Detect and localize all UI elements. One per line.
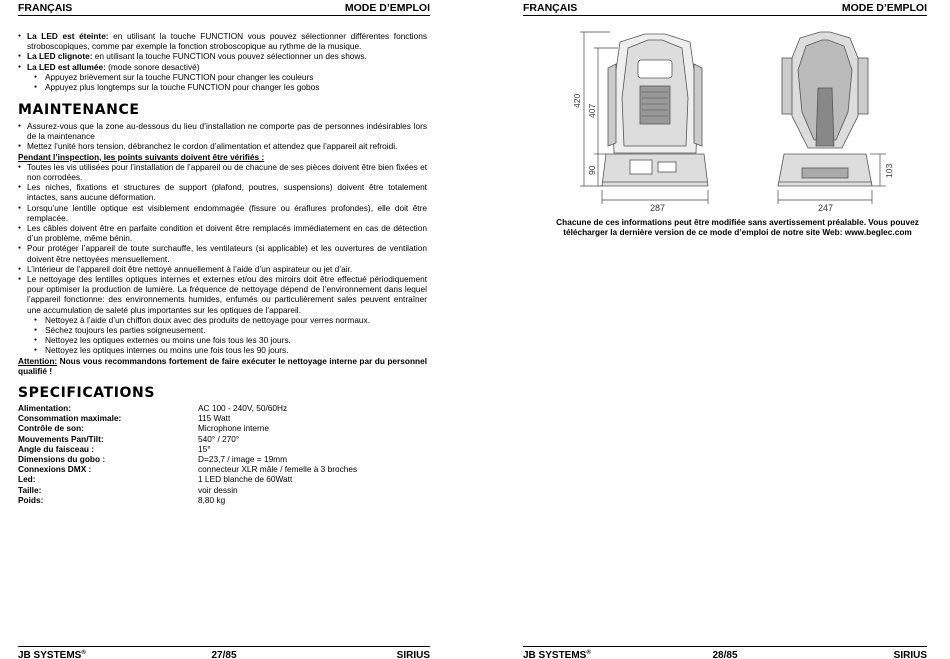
- header-rule: [18, 15, 430, 16]
- spec-row: Led: 1 LED blanche de 60Watt: [18, 474, 293, 485]
- sub-list-item: ● Nettoyez à l’aide d’un chiffon doux avec des produits de nettoyage pour verres normaux.: [18, 315, 427, 325]
- disclaimer-note: Chacune de ces informations peut être modifiée sans avertissement préalable. Vous pouvez télécharger la dernière version de ce mode d’emploi de notre site Web: www.beglec.com: [556, 217, 919, 238]
- spec-row: Alimentation: AC 100 - 240V, 50/60Hz: [18, 403, 288, 413]
- spec-row: Angle du faisceau : 15°: [18, 443, 211, 454]
- spec-row: Dimensions du gobo : D=23,7 / image = 19mm: [18, 453, 288, 464]
- list-item: ● La LED est éteinte: en utilisant la touche FUNCTION vous pouvez sélectionner différentes fonctions stroboscopiques, comme par exemple la fonction stroboscopique au rythme de la musique.: [18, 31, 427, 51]
- list-item: ● Le nettoyage des lentilles optiques internes et externes et/ou des miroirs doit être effectué périodiquement pour optimiser la production de lumière. La fréquence de nettoyage dépend de l’environnement dans lequel l’appareil fonctionne: des environnements humides, enfumés ou particulièrement sales peuvent entraîner une accumulation de saleté plus importantes sur les optiques de l’appareil.: [18, 274, 427, 315]
- spec-row: Connexions DMX : connecteur XLR mâle / femelle à 3 broches: [18, 464, 358, 475]
- list-item: ● La LED est allumée: (mode sonore desactivé): [18, 62, 427, 72]
- page-footer: [523, 650, 927, 659]
- header-rule: [523, 15, 927, 16]
- led-status-list: [18, 31, 427, 92]
- spec-row: Mouvements Pan/Tilt: 540° / 270°: [18, 433, 240, 444]
- footer-brand: JB SYSTEMS®: [18, 650, 86, 659]
- dim-base-height-side: 103: [884, 163, 894, 178]
- list-item: ● Assurez-vous que la zone au-dessous du lieu d’installation ne comporte pas de personnes indésirables lors de la maintenance: [18, 121, 427, 141]
- spec-row: Poids: 8,80 kg: [18, 494, 226, 505]
- header-language: FRANÇAIS: [523, 2, 578, 14]
- attention-note: Attention: Nous vous recommandons fortement de faire exécuter le nettoyage interne par du personnel qualifié !: [18, 355, 427, 376]
- sub-list-item: ● Appuyez brièvement sur la touche FUNCTION pour changer les couleurs: [18, 72, 427, 82]
- dim-width-side: 247: [818, 203, 834, 213]
- footer-page-number: 28/85: [712, 650, 738, 659]
- footer-page-number: 27/85: [211, 650, 237, 659]
- front-view-drawing: [602, 34, 708, 186]
- footer-model: SIRIUS: [396, 650, 430, 659]
- list-item: ● Pour protéger l’appareil de toute surchauffe, les ventilateurs (si applicable) et les ouvertures de ventilation doivent être nettoyées mensuellement.: [18, 243, 427, 263]
- maintenance-heading: MAINTENANCE: [18, 102, 140, 118]
- header-title: MODE D’EMPLOI: [841, 2, 927, 14]
- inspection-heading: Pendant l’inspection, les points suivants doivent être vérifiés :: [18, 151, 265, 162]
- sub-list-item: ● Nettoyez les optiques internes ou moins une fois tous les 90 jours.: [18, 345, 427, 355]
- dimension-drawing: [570, 28, 940, 213]
- spec-row: Taille: voir dessin: [18, 484, 238, 495]
- header-title: MODE D’EMPLOI: [344, 2, 430, 14]
- page-footer: [18, 650, 430, 659]
- list-item: ● Lorsqu’une lentille optique est visiblement endommagée (fissure ou éraflures profondes), elle doit être remplacée.: [18, 203, 427, 223]
- footer-model: SIRIUS: [893, 650, 927, 659]
- specifications-heading: SPECIFICATIONS: [18, 385, 156, 401]
- maintenance-section: [18, 121, 427, 376]
- sub-list-item: ● Appuyez plus longtemps sur la touche FUNCTION pour changer les gobos: [18, 82, 427, 92]
- page-header: [18, 2, 430, 14]
- dim-width-front: 287: [650, 203, 666, 213]
- sub-list-item: ● Nettoyez les optiques externes ou moins une fois tous les 30 jours.: [18, 335, 427, 345]
- sub-list-item: ● Séchez toujours les parties soigneusement.: [18, 325, 427, 335]
- list-item: ● La LED clignote: en utilisant la touche FUNCTION vous pouvez sélectionner un des shows.: [18, 51, 427, 61]
- dim-total-height: 420: [572, 93, 582, 108]
- footer-rule: [523, 646, 927, 647]
- list-item: ● Les niches, fixations et structures de support (plafond, poutres, suspensions) doivent être totalement intactes, sans aucune déformation.: [18, 182, 427, 202]
- side-view-drawing: [778, 32, 872, 186]
- list-item: ● L’intérieur de l’appareil doit être nettoyé annuellement à l’aide d’un aspirateur ou jet d’air.: [18, 264, 427, 274]
- specifications-table: [18, 403, 427, 505]
- spec-row: Consommation maximale: 115 Watt: [18, 413, 231, 424]
- footer-rule: [18, 646, 430, 647]
- list-item: ● Toutes les vis utilisées pour l’installation de l’appareil ou de chacune de ses pièces doivent être bien fixées et non corrodées.: [18, 162, 427, 182]
- dim-base-height-front: 90: [587, 165, 597, 175]
- page-header: [523, 2, 927, 14]
- header-language: FRANÇAIS: [18, 2, 73, 14]
- dim-head-height: 407: [587, 103, 597, 118]
- spec-row: Contrôle de son: Microphone interne: [18, 423, 270, 434]
- footer-brand: JB SYSTEMS®: [523, 650, 591, 659]
- right-page: [475, 0, 950, 659]
- list-item: ● Mettez l’unité hors tension, débranchez le cordon d’alimentation et attendez que l’appareil ait refroidi.: [18, 141, 427, 151]
- list-item: ● Les câbles doivent être en parfaite condition et doivent être remplacés immédiatement en cas de détection d’un problème, même bénin.: [18, 223, 427, 243]
